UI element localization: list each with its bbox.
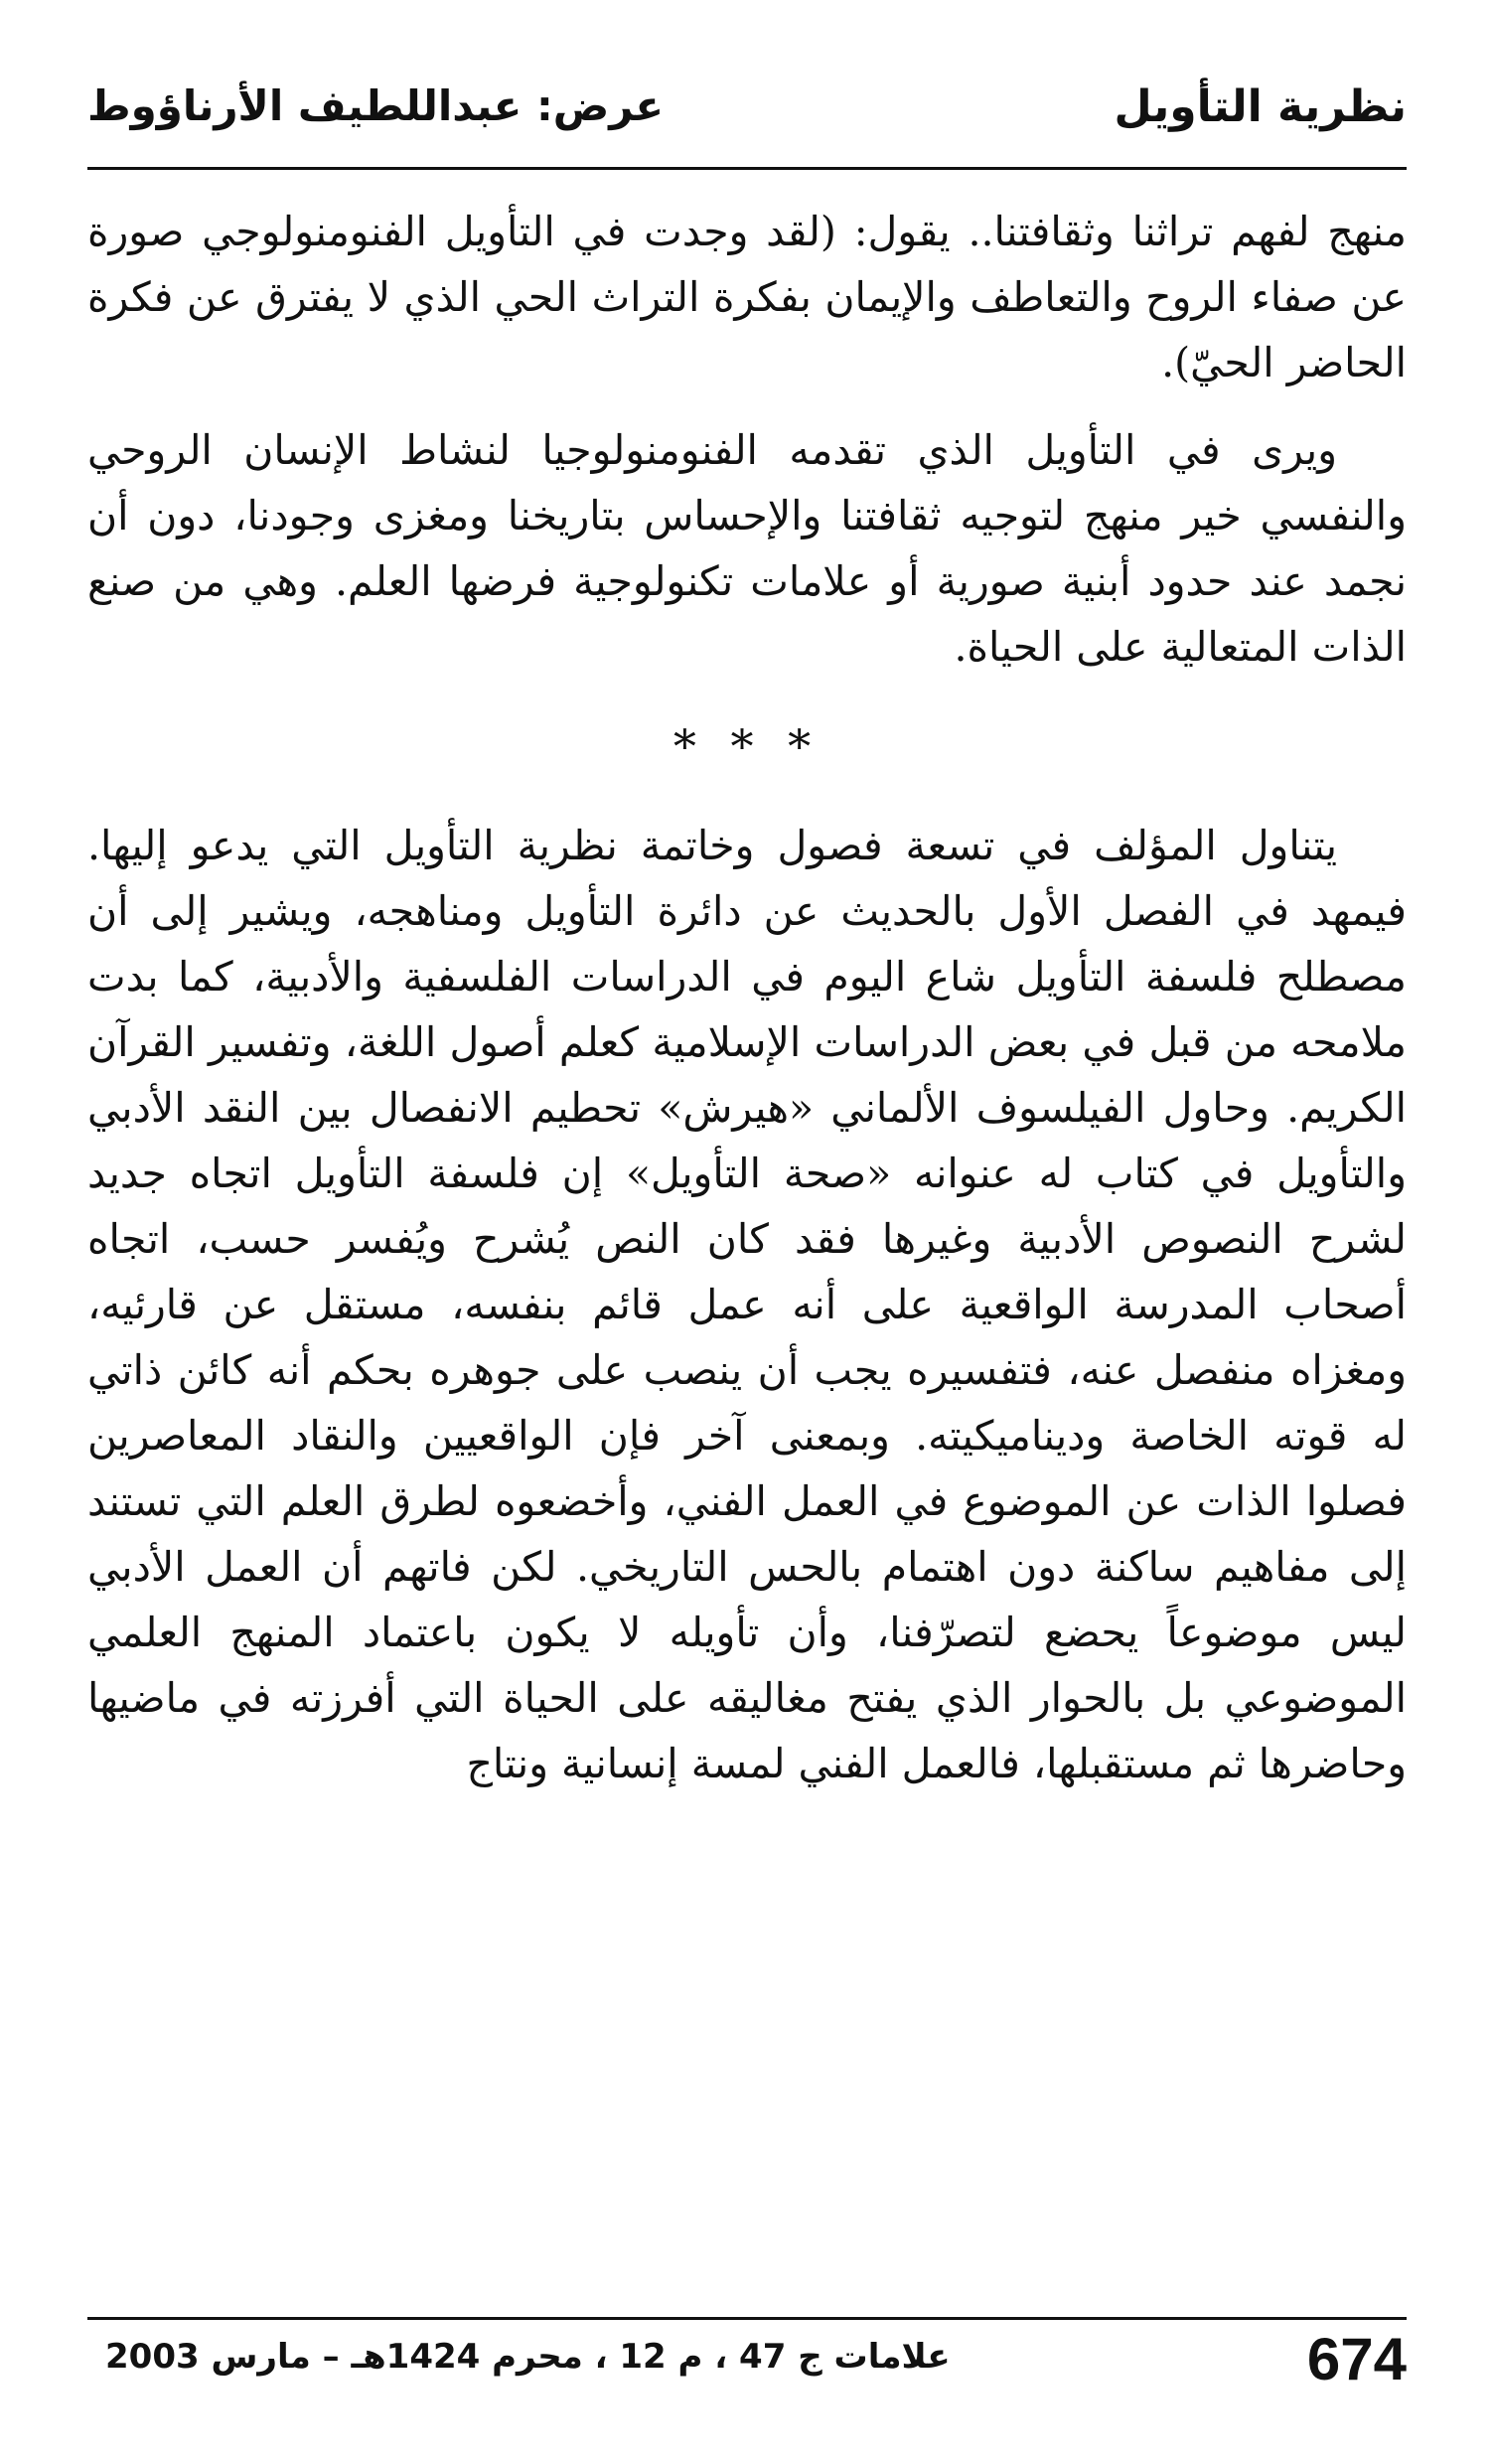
running-author: عرض: عبداللطيف الأرناؤوط bbox=[87, 81, 665, 130]
paragraph: يتناول المؤلف في تسعة فصول وخاتمة نظرية التأويل التي يدعو إليها. فيمهد في الفصل الأول بالحديث عن دائرة التأويل ومناهجه، ويشير إلى أن مصطلح فلسفة التأويل شاع اليوم في الدراسات الفلسفية والأدبية، كما بدت ملامحه من قبل في بعض الدراسات الإسلامية كعلم أصول اللغة، وتفسير القرآن الكريم. وحاول الفيلسوف الألماني «هيرش» تحطيم الانفصال بين النقد الأدبي والتأويل في كتاب له عنوانه «صحة التأويل» إن فلسفة التأويل اتجاه جديد لشرح النصوص الأدبية وغيرها فقد كان النص يُشرح ويُفسر حسب، اتجاه أصحاب المدرسة الواقعية على أنه عمل قائم بنفسه، مستقل عن قارئيه، ومغزاه منفصل عنه، فتفسيره يجب أن ينصب على جوهره بحكم أنه كائن ذاتي له قوته الخاصة وديناميكيته. وبمعنى آخر فإن الواقعيين والنقاد المعاصرين فصلوا الذات عن الموضوع في العمل الفني، وأخضعوه لطرق العلم التي تستند إلى مفاهيم ساكنة دون اهتمام بالحس التاريخي. لكن فاتهم أن العمل الأدبي ليس موضوعاً يحضع لتصرّفنا، وأن تأويله لا يكون باعتماد المنهج العلمي الموضوعي بل بالحوار الذي يفتح مغاليقه على الحياة التي أفرزته في ماضيها وحاضرها ثم مستقبلها، فالعمل الفني لمسة إنسانية ونتاج bbox=[87, 822, 1407, 1787]
journal-issue-info: علامات ج 47 ، م 12 ، محرم 1424هـ – مارس 2003 bbox=[105, 2337, 951, 2377]
page-number: 674 bbox=[1306, 2326, 1407, 2392]
footer-rule bbox=[87, 2317, 1407, 2320]
paragraph: منهج لفهم تراثنا وثقافتنا.. يقول: (لقد وجدت في التأويل الفنومنولوجي صورة عن صفاء الروح والتعاطف والإيمان بفكرة التراث الحي الذي لا يفترق عن فكرة الحاضر الحيّ). bbox=[87, 208, 1407, 386]
header-rule bbox=[87, 167, 1407, 170]
running-header bbox=[87, 60, 1407, 163]
document-page bbox=[87, 60, 1407, 2424]
running-title: نظرية التأويل bbox=[1114, 81, 1407, 132]
article-body bbox=[87, 199, 1407, 1818]
paragraph: ويرى في التأويل الذي تقدمه الفنومنولوجيا لنشاط الإنسان الروحي والنفسي خير منهج لتوجيه ثقافتنا والإحساس بتاريخنا ومغزى وجودنا، دون أن نجمد عند حدود أبنية صورية أو علامات تكنولوجية فرضها العلم. وهي من صنع الذات المتعالية على الحياة. bbox=[87, 426, 1407, 671]
section-separator: * * * bbox=[672, 719, 822, 773]
